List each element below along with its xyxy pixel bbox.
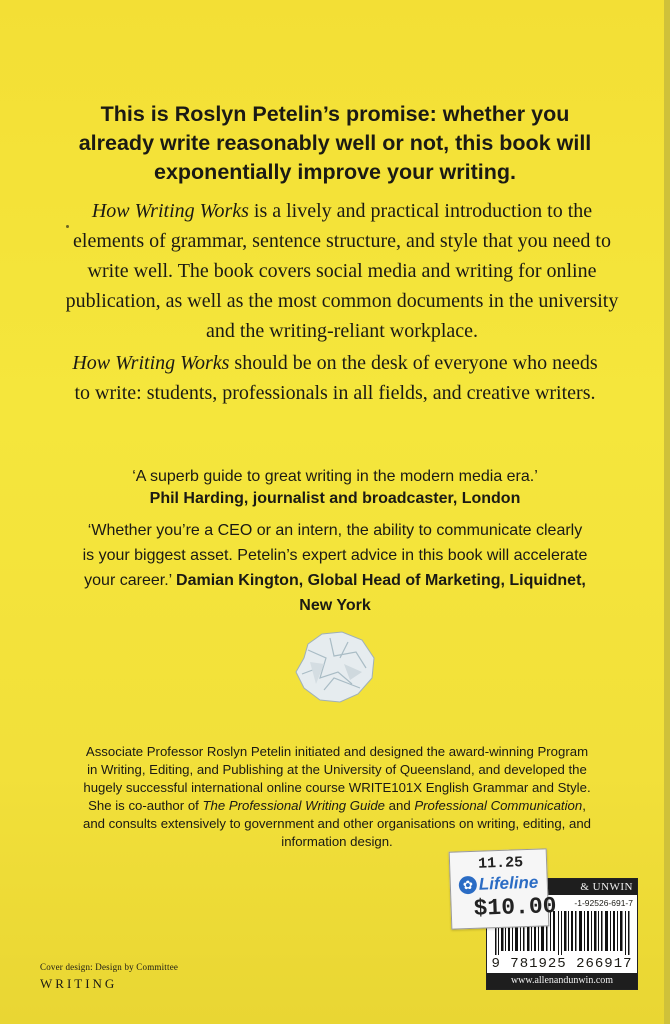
cover-credit: Cover design: Design by Committee (40, 962, 179, 972)
quote-text: ‘A superb guide to great writing in the modern media era.’ (132, 468, 538, 485)
description-paragraph-2: How Writing Works should be on the desk of everyone who needs to write: students, professionals in all fields, and creative writers. (72, 352, 598, 404)
promise-headline: This is Roslyn Petelin’s promise: whether you already write reasonably well or not, this book will exponentially improve your writing. (78, 102, 592, 184)
category-label: WRITING (40, 976, 118, 991)
quote-attribution: Damian Kington, Global Head of Marketing, Liquidnet, New York (176, 572, 586, 614)
endorsement-1 (70, 466, 600, 510)
book-title: How Writing Works (91, 200, 249, 222)
price-sticker (449, 848, 557, 929)
publisher-name: & UNWIN (487, 879, 637, 895)
cover-edge (664, 0, 670, 1024)
sticker-original-price: 11.25 (477, 854, 524, 873)
lifeline-logo-icon: ✿ (459, 876, 478, 895)
isbn-number: 9 781925 266917 (491, 956, 633, 972)
sticker-price: $10.00 (473, 893, 557, 922)
crumpled-paper-icon (290, 628, 378, 704)
quote-attribution: Phil Harding, journalist and broadcaster, London (149, 490, 521, 507)
sticker-brand: Lifeline (478, 872, 539, 894)
author-bio: Associate Professor Roslyn Petelin initiated and designed the award-winning Program in Writing, Editing, and Publishing at the University of Queensland, and developed the hugely successful international online course WRITE101X English Grammar and Style. She is co-author of The Professional Writing Guide and Professional Communication, and consults extensively to government and other organisations on writing, editing, and information design. (82, 744, 592, 849)
endorsement-2 (80, 518, 590, 618)
quote-text: ‘Whether you’re a CEO or an intern, the ability to communicate clearly is your biggest asset. Petelin’s expert advice in this book will accelerate your career.’ (82, 522, 588, 589)
description-paragraph-1: How Writing Works is a lively and practical introduction to the elements of grammar, sentence structure, and style that you need to write well. The book covers social media and writing for online publication, as well as the most common documents in the university and the writing-reliant workplace. (65, 200, 619, 342)
publisher-url: www.allenandunwin.com (487, 973, 637, 989)
book-title: How Writing Works (72, 352, 230, 374)
isbn-text: -1-92526-691-7 (574, 898, 633, 908)
